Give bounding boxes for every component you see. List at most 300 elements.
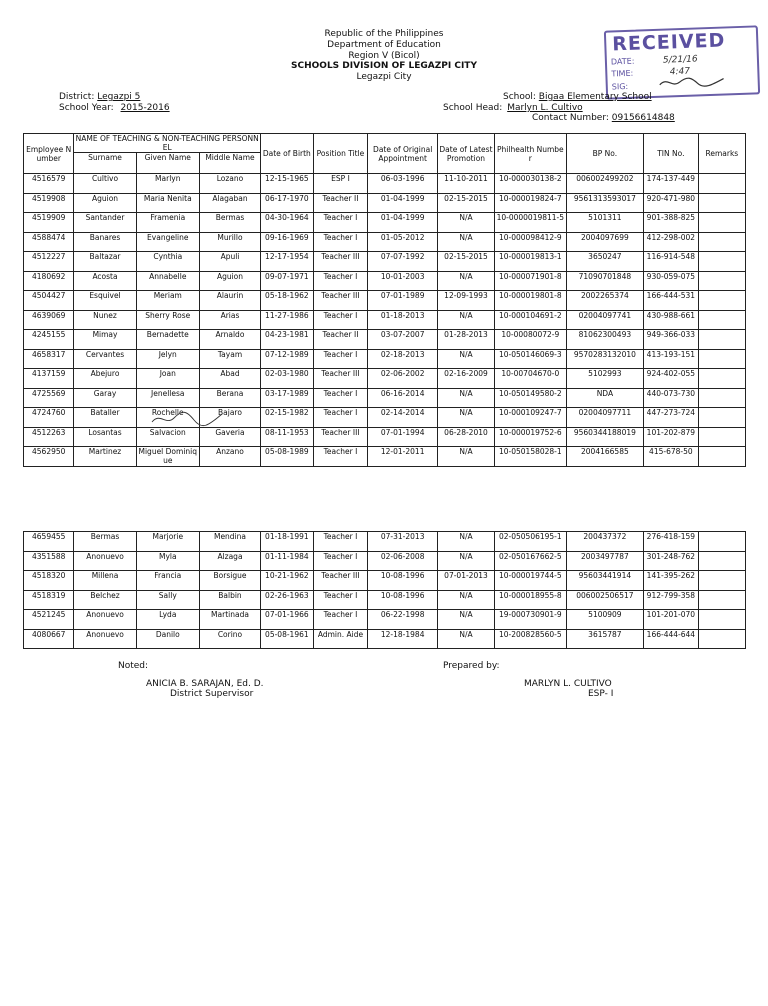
cell-dob: 12-17-1954 <box>261 252 314 272</box>
cell-philhealth: 10-050146069-3 <box>494 349 566 369</box>
cell-dob: 01-11-1984 <box>261 551 314 571</box>
cell-employee-number: 4562950 <box>24 447 74 467</box>
table-row <box>24 427 746 447</box>
cell-remarks <box>698 330 745 350</box>
cell-tin-no: 166-444-531 <box>644 291 699 311</box>
cell-philhealth: 02-050167662-5 <box>494 551 566 571</box>
cell-tin-no: 166-444-644 <box>644 629 699 649</box>
cell-dob: 10-21-1962 <box>261 571 314 591</box>
cell-surname: Millena <box>74 571 136 591</box>
cell-given-name: Meriam <box>136 291 199 311</box>
district-value: Legazpi 5 <box>97 92 141 102</box>
noted-title: District Supervisor <box>170 689 254 699</box>
cell-philhealth: 10-000019824-7 <box>494 193 566 213</box>
cell-surname: Banares <box>74 232 136 252</box>
table-body-page2 <box>24 532 746 649</box>
cell-bp-no: 2004097699 <box>566 232 643 252</box>
cell-employee-number: 4725569 <box>24 388 74 408</box>
cell-dob: 02-03-1980 <box>261 369 314 389</box>
col-employee-number: Employee Number <box>24 134 74 174</box>
cell-position: Teacher I <box>313 610 368 630</box>
school-head-value: Marlyn L. Cultivo <box>507 103 583 113</box>
cell-middle-name: Arnaldo <box>199 330 260 350</box>
school-year-line <box>59 103 170 114</box>
cell-remarks <box>698 232 745 252</box>
col-middle-name: Middle Name <box>199 153 260 174</box>
cell-tin-no: 447-273-724 <box>644 408 699 428</box>
cell-latest-promotion: N/A <box>438 310 495 330</box>
cell-tin-no: 174-137-449 <box>644 174 699 194</box>
cell-remarks <box>698 610 745 630</box>
cell-dob: 08-11-1953 <box>261 427 314 447</box>
table-row <box>24 388 746 408</box>
cell-employee-number: 4724760 <box>24 408 74 428</box>
cell-philhealth: 10-000104691-2 <box>494 310 566 330</box>
cell-tin-no: 141-395-262 <box>644 571 699 591</box>
cell-latest-promotion: 07-01-2013 <box>438 571 495 591</box>
cell-remarks <box>698 388 745 408</box>
col-philhealth: Philhealth Number <box>494 134 566 174</box>
cell-bp-no: 006002499202 <box>566 174 643 194</box>
cell-surname: Aguion <box>74 193 136 213</box>
cell-employee-number: 4659455 <box>24 532 74 552</box>
table-row <box>24 590 746 610</box>
cell-philhealth: 10-00080072-9 <box>494 330 566 350</box>
cell-original-appointment: 07-31-2013 <box>368 532 438 552</box>
cell-tin-no: 101-202-879 <box>644 427 699 447</box>
cell-tin-no: 276-418-159 <box>644 532 699 552</box>
stamp-time-label: TIME: <box>611 68 634 79</box>
cell-position: Teacher III <box>313 252 368 272</box>
cell-middle-name: Alaurin <box>199 291 260 311</box>
cell-original-appointment: 07-07-1992 <box>368 252 438 272</box>
cell-position: Admin. Aide <box>313 629 368 649</box>
school-year-label: School Year: <box>59 103 114 113</box>
cell-given-name: Jenellesa <box>136 388 199 408</box>
cell-position: Teacher II <box>313 193 368 213</box>
col-name-group: NAME OF TEACHING & NON-TEACHING PERSONNEL <box>75 134 259 152</box>
table-body-page1 <box>24 174 746 467</box>
cell-philhealth: 10-00704670-0 <box>494 369 566 389</box>
cell-philhealth: 10-000019752-6 <box>494 427 566 447</box>
table-row <box>24 369 746 389</box>
cell-dob: 05-08-1961 <box>261 629 314 649</box>
cell-middle-name: Abad <box>199 369 260 389</box>
stamp-title: RECEIVED <box>611 29 726 56</box>
cell-tin-no: 413-193-151 <box>644 349 699 369</box>
cell-given-name: Bernadette <box>136 330 199 350</box>
cell-middle-name: Anzano <box>199 447 260 467</box>
cell-employee-number: 4658317 <box>24 349 74 369</box>
cell-original-appointment: 10-08-1996 <box>368 571 438 591</box>
cell-bp-no: 2004166585 <box>566 447 643 467</box>
cell-dob: 04-30-1964 <box>261 213 314 233</box>
cell-middle-name: Tayam <box>199 349 260 369</box>
cell-tin-no: 912-799-358 <box>644 590 699 610</box>
cell-given-name: Evangeline <box>136 232 199 252</box>
cell-position: Teacher I <box>313 232 368 252</box>
cell-position: Teacher II <box>313 330 368 350</box>
cell-latest-promotion: N/A <box>438 408 495 428</box>
district-label: District: <box>59 92 95 102</box>
cell-bp-no: 02004097741 <box>566 310 643 330</box>
cell-bp-no: 9560344188019 <box>566 427 643 447</box>
cell-employee-number: 4180692 <box>24 271 74 291</box>
table-row <box>24 310 746 330</box>
cell-position: Teacher I <box>313 551 368 571</box>
cell-bp-no: 5100909 <box>566 610 643 630</box>
cell-given-name: Joan <box>136 369 199 389</box>
cell-remarks <box>698 310 745 330</box>
table-row <box>24 349 746 369</box>
col-surname: Surname <box>74 153 136 174</box>
cell-original-appointment: 02-18-2013 <box>368 349 438 369</box>
cell-tin-no: 440-073-730 <box>644 388 699 408</box>
cell-tin-no: 930-059-075 <box>644 271 699 291</box>
school-label: School: <box>503 92 536 102</box>
cell-position: Teacher III <box>313 571 368 591</box>
cell-original-appointment: 06-22-1998 <box>368 610 438 630</box>
cell-remarks <box>698 408 745 428</box>
cell-tin-no: 949-366-033 <box>644 330 699 350</box>
cell-middle-name: Berana <box>199 388 260 408</box>
cell-given-name: Myla <box>136 551 199 571</box>
cell-latest-promotion: N/A <box>438 232 495 252</box>
cell-bp-no: 5101311 <box>566 213 643 233</box>
cell-original-appointment: 06-03-1996 <box>368 174 438 194</box>
cell-middle-name: Gaveria <box>199 427 260 447</box>
cell-original-appointment: 02-14-2014 <box>368 408 438 428</box>
stamp-date <box>611 54 698 67</box>
cell-employee-number: 4504427 <box>24 291 74 311</box>
col-remarks: Remarks <box>698 134 745 174</box>
cell-latest-promotion: N/A <box>438 447 495 467</box>
cell-remarks <box>698 532 745 552</box>
school-year-value: 2015-2016 <box>120 103 170 113</box>
cell-surname: Abejuro <box>74 369 136 389</box>
prepared-label: Prepared by: <box>443 661 500 671</box>
header-department: Department of Education <box>327 40 441 50</box>
cell-surname: Martinez <box>74 447 136 467</box>
cell-position: Teacher I <box>313 408 368 428</box>
cell-tin-no: 301-248-762 <box>644 551 699 571</box>
cell-surname: Losantas <box>74 427 136 447</box>
cell-bp-no: 5102993 <box>566 369 643 389</box>
cell-position: Teacher III <box>313 291 368 311</box>
noted-name: ANICIA B. SARAJAN, Ed. D. <box>146 679 264 689</box>
cell-surname: Acosta <box>74 271 136 291</box>
cell-dob: 12-15-1965 <box>261 174 314 194</box>
cell-bp-no: 3615787 <box>566 629 643 649</box>
table-row <box>24 291 746 311</box>
cell-employee-number: 4512263 <box>24 427 74 447</box>
cell-remarks <box>698 291 745 311</box>
cell-middle-name: Mendina <box>199 532 260 552</box>
cell-employee-number: 4588474 <box>24 232 74 252</box>
cell-philhealth: 10-200828560-5 <box>494 629 566 649</box>
cell-position: Teacher I <box>313 349 368 369</box>
cell-middle-name: Corino <box>199 629 260 649</box>
cell-dob: 05-18-1962 <box>261 291 314 311</box>
school-value: Bigaa Elementary School <box>538 92 652 102</box>
received-stamp <box>604 25 760 99</box>
cell-position: Teacher I <box>313 310 368 330</box>
cell-surname: Nunez <box>74 310 136 330</box>
table-row <box>24 174 746 194</box>
cell-latest-promotion: N/A <box>438 629 495 649</box>
cell-dob: 06-17-1970 <box>261 193 314 213</box>
cell-original-appointment: 03-07-2007 <box>368 330 438 350</box>
stamp-sig <box>612 82 629 92</box>
cell-employee-number: 4516579 <box>24 174 74 194</box>
cell-philhealth: 10-050149580-2 <box>494 388 566 408</box>
header-city: Legazpi City <box>356 72 412 82</box>
cell-philhealth: 10-000019813-1 <box>494 252 566 272</box>
cell-middle-name: Arias <box>199 310 260 330</box>
cell-latest-promotion: 02-15-2015 <box>438 252 495 272</box>
cell-bp-no: 006002506517 <box>566 590 643 610</box>
cell-bp-no: 2002265374 <box>566 291 643 311</box>
cell-latest-promotion: N/A <box>438 213 495 233</box>
cell-tin-no: 924-402-055 <box>644 369 699 389</box>
cell-latest-promotion: 01-28-2013 <box>438 330 495 350</box>
col-given-name: Given Name <box>136 153 199 174</box>
cell-tin-no: 101-201-070 <box>644 610 699 630</box>
cell-remarks <box>698 271 745 291</box>
cell-given-name: Salvacion <box>136 427 199 447</box>
cell-given-name: Lyda <box>136 610 199 630</box>
cell-surname: Santander <box>74 213 136 233</box>
cell-original-appointment: 02-06-2002 <box>368 369 438 389</box>
cell-philhealth: 10-000019744-5 <box>494 571 566 591</box>
cell-latest-promotion: 12-09-1993 <box>438 291 495 311</box>
cell-original-appointment: 07-01-1994 <box>368 427 438 447</box>
cell-middle-name: Aguion <box>199 271 260 291</box>
cell-bp-no: 2003497787 <box>566 551 643 571</box>
cell-employee-number: 4512227 <box>24 252 74 272</box>
cell-surname: Esquivel <box>74 291 136 311</box>
cell-employee-number: 4351588 <box>24 551 74 571</box>
cell-tin-no: 901-388-825 <box>644 213 699 233</box>
cell-given-name: Annabelle <box>136 271 199 291</box>
cell-position: Teacher I <box>313 447 368 467</box>
cell-given-name: Miguel Dominique <box>136 447 199 467</box>
table-row <box>24 213 746 233</box>
cell-given-name: Sally <box>136 590 199 610</box>
noted-label: Noted: <box>118 661 149 671</box>
prepared-title: ESP- I <box>588 689 614 699</box>
table-row <box>24 193 746 213</box>
table-row <box>24 532 746 552</box>
cell-remarks <box>698 590 745 610</box>
cell-tin-no: 116-914-548 <box>644 252 699 272</box>
cell-remarks <box>698 252 745 272</box>
cell-position: Teacher III <box>313 369 368 389</box>
cell-dob: 02-15-1982 <box>261 408 314 428</box>
col-dob: Date of Birth <box>261 134 314 174</box>
cell-latest-promotion: N/A <box>438 271 495 291</box>
cell-given-name: Maria Nenita <box>136 193 199 213</box>
cell-given-name: Danilo <box>136 629 199 649</box>
stamp-date-label: DATE: <box>610 56 635 67</box>
cell-dob: 09-07-1971 <box>261 271 314 291</box>
cell-employee-number: 4137159 <box>24 369 74 389</box>
header-republic: Republic of the Philippines <box>324 29 444 39</box>
cell-dob: 07-12-1989 <box>261 349 314 369</box>
header-division: SCHOOLS DIVISION OF LEGAZPI CITY <box>291 61 477 71</box>
cell-employee-number: 4518320 <box>24 571 74 591</box>
cell-surname: Anonuevo <box>74 551 136 571</box>
cell-latest-promotion: N/A <box>438 388 495 408</box>
col-bp: BP No. <box>566 134 643 174</box>
table-row <box>24 252 746 272</box>
cell-bp-no: 200437372 <box>566 532 643 552</box>
cell-remarks <box>698 447 745 467</box>
cell-middle-name: Balbin <box>199 590 260 610</box>
col-original-appointment: Date of Original Appointment <box>368 134 438 174</box>
cell-middle-name: Alagaban <box>199 193 260 213</box>
contact-label: Contact Number: <box>532 113 609 123</box>
cell-surname: Bataller <box>74 408 136 428</box>
cell-middle-name: Borsigue <box>199 571 260 591</box>
col-tin: TIN No. <box>644 134 699 174</box>
cell-position: Teacher I <box>313 271 368 291</box>
cell-remarks <box>698 369 745 389</box>
cell-dob: 11-27-1986 <box>261 310 314 330</box>
cell-latest-promotion: 11-10-2011 <box>438 174 495 194</box>
header-region: Region V (Bicol) <box>348 51 420 61</box>
stamp-date-value: 5/21/16 <box>662 54 698 66</box>
cell-original-appointment: 01-18-2013 <box>368 310 438 330</box>
cell-remarks <box>698 551 745 571</box>
cell-dob: 02-26-1963 <box>261 590 314 610</box>
cell-employee-number: 4521245 <box>24 610 74 630</box>
cell-latest-promotion: N/A <box>438 590 495 610</box>
cell-original-appointment: 10-08-1996 <box>368 590 438 610</box>
cell-original-appointment: 10-01-2003 <box>368 271 438 291</box>
cell-given-name: Cynthia <box>136 252 199 272</box>
cell-philhealth: 10-000019801-8 <box>494 291 566 311</box>
cell-philhealth: 10-0000019811-5 <box>494 213 566 233</box>
cell-middle-name: Lozano <box>199 174 260 194</box>
table-row <box>24 408 746 428</box>
cell-surname: Cervantes <box>74 349 136 369</box>
cell-remarks <box>698 349 745 369</box>
cell-philhealth: 19-000730901-9 <box>494 610 566 630</box>
cell-original-appointment: 01-05-2012 <box>368 232 438 252</box>
cell-philhealth: 10-000018955-8 <box>494 590 566 610</box>
cell-given-name: Jelyn <box>136 349 199 369</box>
cell-given-name: Sherry Rose <box>136 310 199 330</box>
cell-philhealth: 02-050506195-1 <box>494 532 566 552</box>
cell-employee-number: 4639069 <box>24 310 74 330</box>
cell-middle-name: Apuli <box>199 252 260 272</box>
cell-latest-promotion: 02-15-2015 <box>438 193 495 213</box>
cell-latest-promotion: N/A <box>438 532 495 552</box>
cell-employee-number: 4519909 <box>24 213 74 233</box>
district-line <box>59 92 140 103</box>
stamp-signature <box>657 72 728 90</box>
cell-bp-no: 9561313593017 <box>566 193 643 213</box>
cell-remarks <box>698 193 745 213</box>
cell-dob: 01-18-1991 <box>261 532 314 552</box>
cell-original-appointment: 06-16-2014 <box>368 388 438 408</box>
cell-latest-promotion: N/A <box>438 349 495 369</box>
cell-position: ESP I <box>313 174 368 194</box>
cell-bp-no: 81062300493 <box>566 330 643 350</box>
personnel-table <box>23 133 746 467</box>
cell-dob: 05-08-1989 <box>261 447 314 467</box>
cell-philhealth: 10-000071901-8 <box>494 271 566 291</box>
cell-surname: Mimay <box>74 330 136 350</box>
table-row <box>24 610 746 630</box>
cell-bp-no: 9570283132010 <box>566 349 643 369</box>
cell-tin-no: 412-298-002 <box>644 232 699 252</box>
stamp-time-value: 4:47 <box>669 66 691 78</box>
cell-bp-no: NDA <box>566 388 643 408</box>
cell-remarks <box>698 427 745 447</box>
cell-middle-name: Alzaga <box>199 551 260 571</box>
cell-tin-no: 920-471-980 <box>644 193 699 213</box>
cell-given-name: Rochelle <box>136 408 199 428</box>
cell-employee-number: 4080667 <box>24 629 74 649</box>
cell-employee-number: 4519908 <box>24 193 74 213</box>
cell-middle-name: Bajaro <box>199 408 260 428</box>
cell-remarks <box>698 629 745 649</box>
cell-original-appointment: 12-01-2011 <box>368 447 438 467</box>
cell-bp-no: 95603441914 <box>566 571 643 591</box>
cell-middle-name: Martinada <box>199 610 260 630</box>
cell-tin-no: 430-988-661 <box>644 310 699 330</box>
cell-original-appointment: 07-01-1989 <box>368 291 438 311</box>
cell-philhealth: 10-000109247-7 <box>494 408 566 428</box>
cell-dob: 07-01-1966 <box>261 610 314 630</box>
cell-given-name: Marjorie <box>136 532 199 552</box>
cell-dob: 04-23-1981 <box>261 330 314 350</box>
cell-original-appointment: 12-18-1984 <box>368 629 438 649</box>
cell-position: Teacher I <box>313 388 368 408</box>
cell-middle-name: Bermas <box>199 213 260 233</box>
cell-given-name: Marlyn <box>136 174 199 194</box>
cell-surname: Anonuevo <box>74 610 136 630</box>
contact-line <box>532 113 675 124</box>
table-row <box>24 330 746 350</box>
school-head-label: School Head: <box>443 103 503 113</box>
cell-given-name: Framenia <box>136 213 199 233</box>
cell-dob: 09-16-1969 <box>261 232 314 252</box>
cell-remarks <box>698 174 745 194</box>
cell-surname: Baltazar <box>74 252 136 272</box>
cell-philhealth: 10-000030138-2 <box>494 174 566 194</box>
cell-position: Teacher I <box>313 590 368 610</box>
cell-original-appointment: 01-04-1999 <box>368 213 438 233</box>
table-row <box>24 271 746 291</box>
table-row <box>24 447 746 467</box>
cell-surname: Belchez <box>74 590 136 610</box>
cell-surname: Garay <box>74 388 136 408</box>
school-line <box>503 92 652 103</box>
cell-bp-no: 71090701848 <box>566 271 643 291</box>
cell-position: Teacher I <box>313 213 368 233</box>
cell-philhealth: 10-000098412-9 <box>494 232 566 252</box>
cell-surname: Anonuevo <box>74 629 136 649</box>
personnel-table-continued <box>23 531 746 649</box>
cell-latest-promotion: 06-28-2010 <box>438 427 495 447</box>
col-position: Position Title <box>313 134 368 174</box>
cell-position: Teacher I <box>313 532 368 552</box>
prepared-name: MARLYN L. CULTIVO <box>524 679 612 689</box>
stamp-sig-label: SIG: <box>611 81 629 92</box>
